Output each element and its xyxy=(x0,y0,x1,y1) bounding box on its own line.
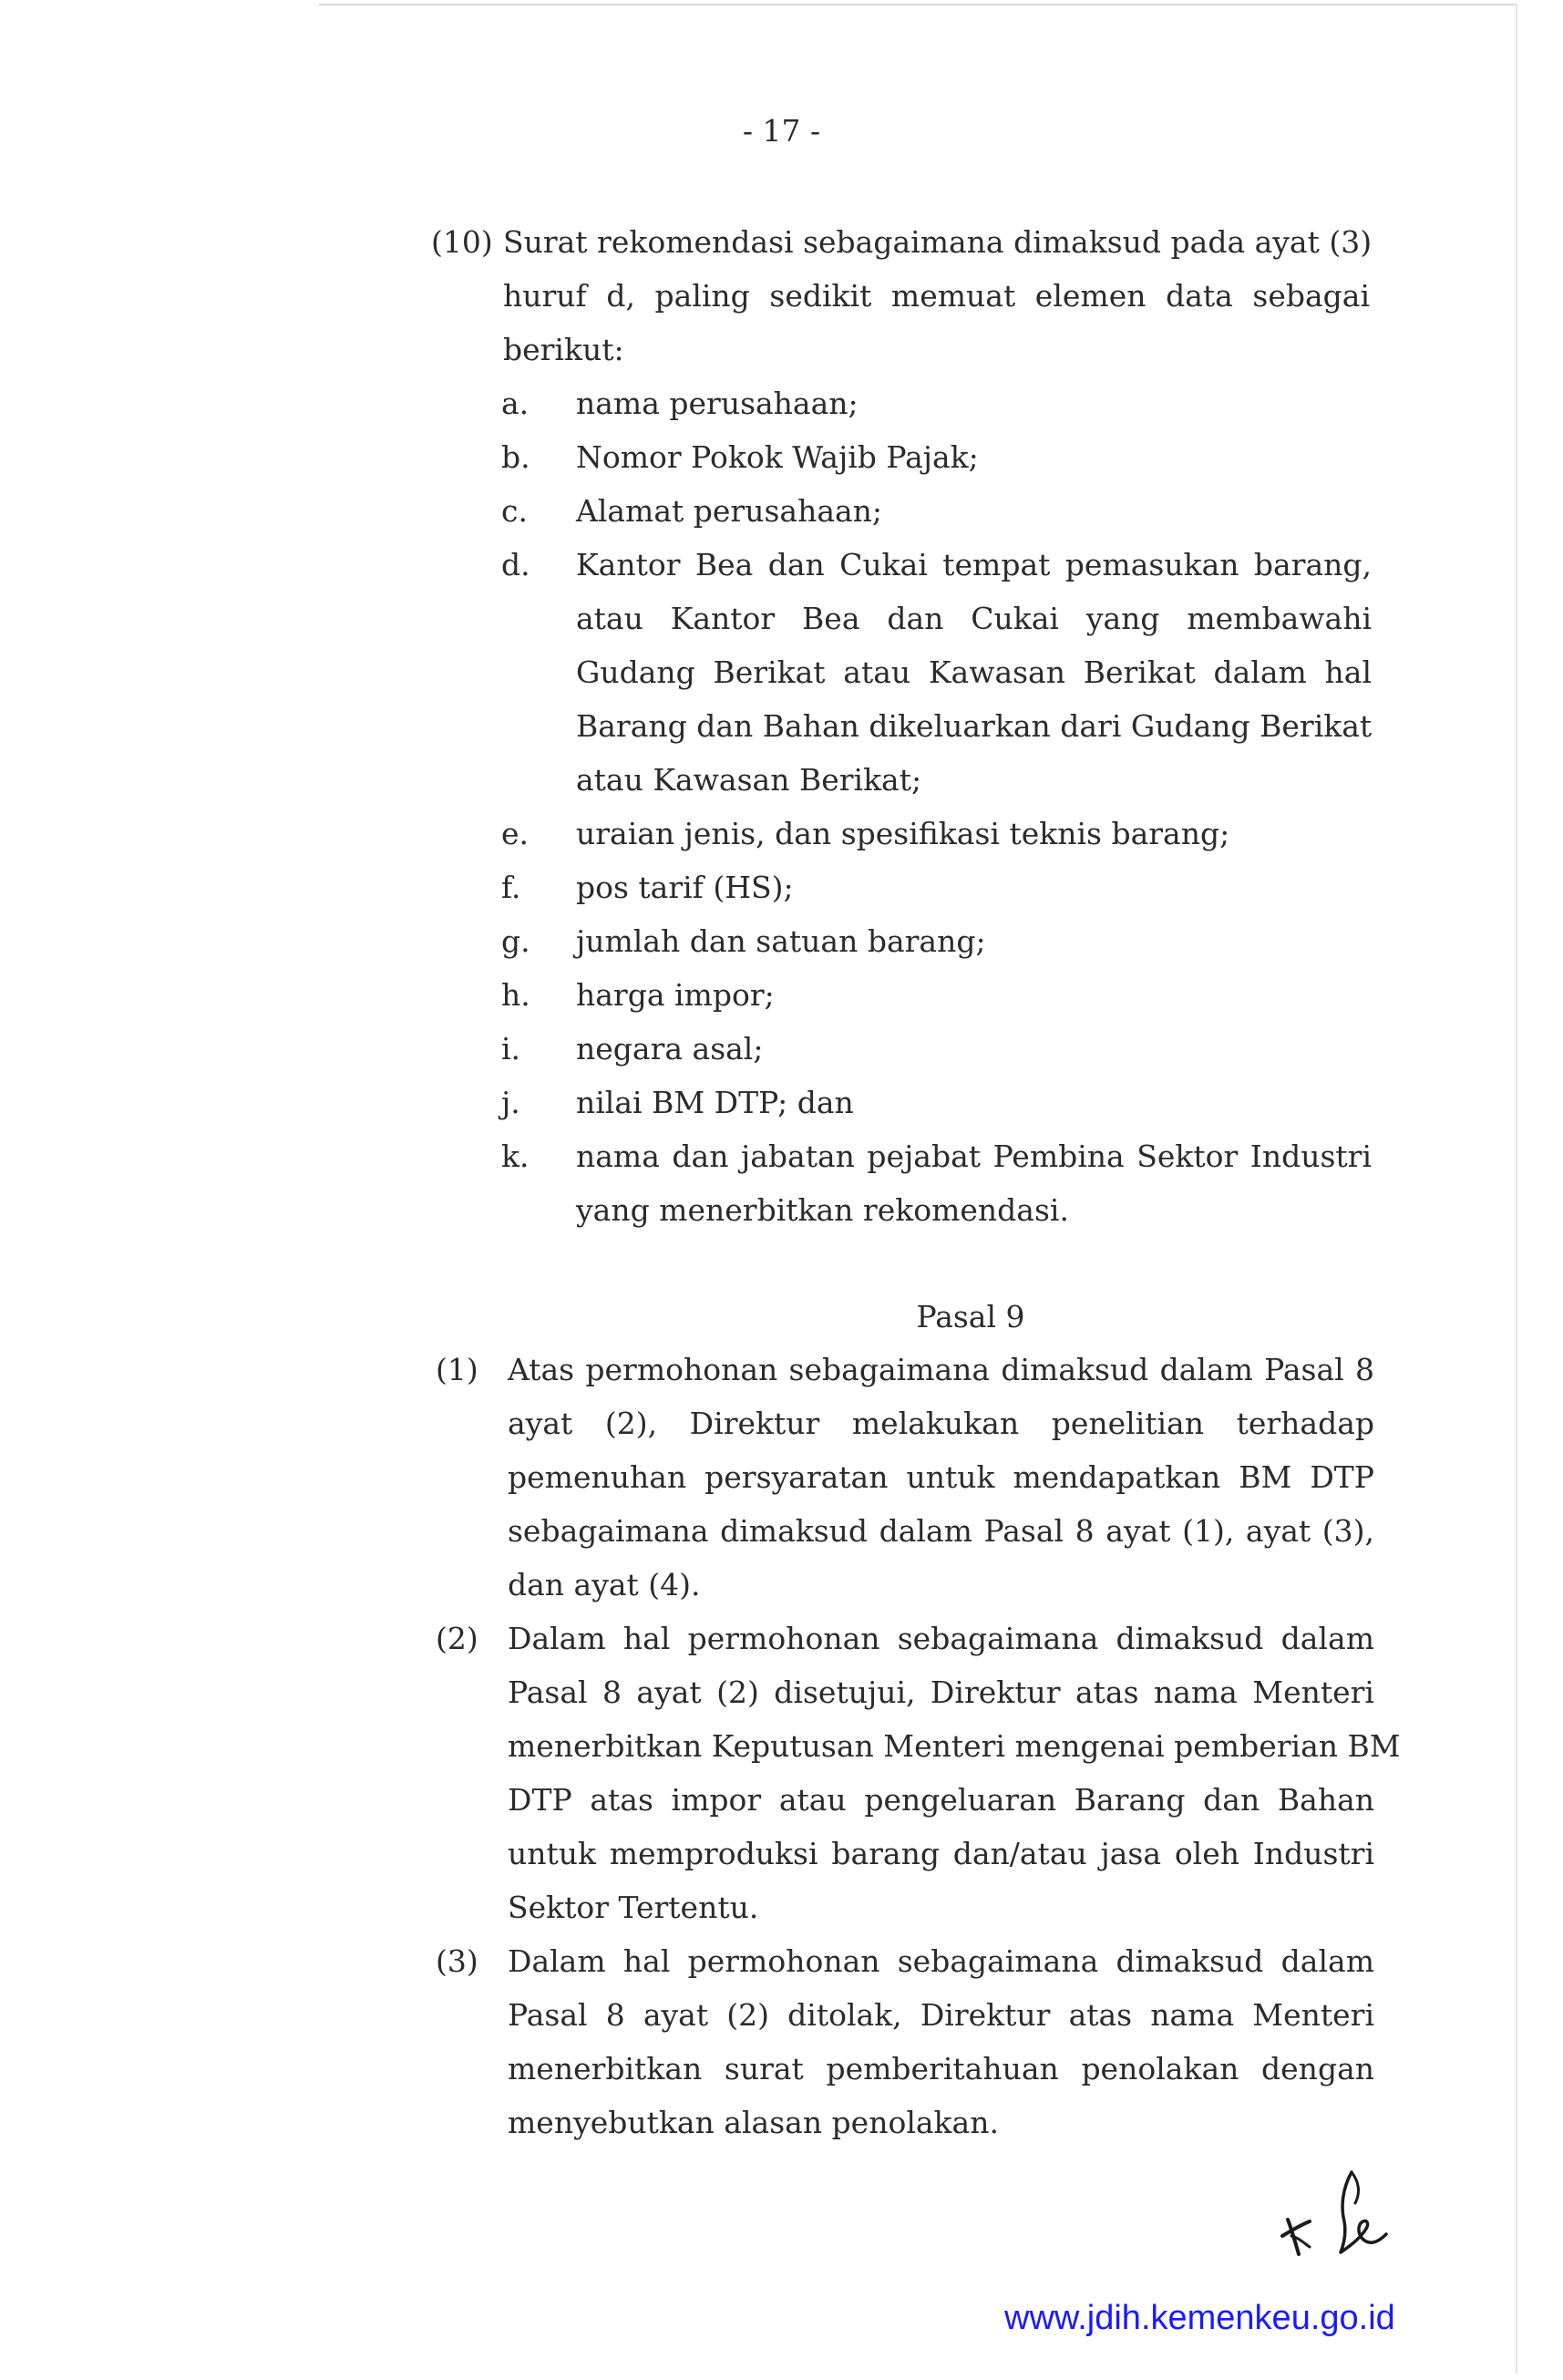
list-item-text: harga impor; xyxy=(576,977,775,1013)
paragraph-line: Dalam hal permohonan sebagaimana dimaksud dalam xyxy=(508,1621,1374,1656)
list-item xyxy=(501,914,1372,968)
list-item xyxy=(501,484,1372,538)
initials-signature xyxy=(1271,2165,1408,2269)
list-item-letter: g. xyxy=(501,923,530,959)
intro-line: berikut: xyxy=(503,332,624,367)
list-item-letter: j. xyxy=(501,1085,520,1120)
intro-line: huruf d, paling sedikit memuat elemen data sebagai xyxy=(503,278,1370,314)
paragraph-line: dan ayat (4). xyxy=(508,1567,701,1602)
list-item-letter: b. xyxy=(501,439,530,475)
paragraph xyxy=(508,1612,1401,1934)
list-item-text: Kantor Bea dan Cukai tempat pemasukan barang, xyxy=(576,547,1372,582)
list-item xyxy=(501,376,1372,430)
paragraph-line: Atas permohonan sebagaimana dimaksud dalam Pasal 8 xyxy=(508,1352,1374,1387)
list-item-text: pos tarif (HS); xyxy=(576,870,794,905)
list-item-text: Nomor Pokok Wajib Pajak; xyxy=(576,439,979,475)
list-item-text: negara asal; xyxy=(576,1031,764,1066)
list-item xyxy=(501,1076,1372,1129)
paragraph-line: Pasal 8 ayat (2) disetujui, Direktur atas nama Menteri xyxy=(508,1674,1374,1710)
list-item-text: atau Kawasan Berikat; xyxy=(576,762,922,798)
paragraph-line: ayat (2), Direktur melakukan penelitian terhadap xyxy=(508,1406,1374,1441)
paragraph-line: Sektor Tertentu. xyxy=(508,1890,759,1925)
paragraph-number: (1) xyxy=(436,1352,478,1387)
paragraph-number: (2) xyxy=(436,1621,478,1656)
source-watermark: www.jdih.kemenkeu.go.id xyxy=(1004,2299,1395,2337)
list-item-text: Barang dan Bahan dikeluarkan dari Gudang Berikat xyxy=(576,708,1373,744)
pasal-heading: Pasal 9 xyxy=(916,1299,1025,1334)
list-item-letter: h. xyxy=(501,977,530,1013)
list-item xyxy=(501,968,1372,1022)
paragraph-line: menyebutkan alasan penolakan. xyxy=(508,2105,999,2140)
list-item-text: atau Kantor Bea dan Cukai yang membawahi xyxy=(576,601,1372,636)
paragraph-line: pemenuhan persyaratan untuk mendapatkan BM DTP xyxy=(508,1459,1374,1495)
list-item-text: nama perusahaan; xyxy=(576,386,859,421)
list-item-letter: i. xyxy=(501,1031,521,1066)
list-item xyxy=(501,807,1372,860)
list-item-text: Alamat perusahaan; xyxy=(576,493,883,529)
paragraph-line: sebagaimana dimaksud dalam Pasal 8 ayat (1), ayat (3), xyxy=(508,1513,1374,1549)
list-item xyxy=(501,430,1372,484)
list-item-text: nilai BM DTP; dan xyxy=(576,1085,854,1120)
scan-right-edge xyxy=(1516,4,1517,2374)
list-item xyxy=(501,538,1372,807)
paragraph-number: (3) xyxy=(436,1943,478,1979)
paragraph-line: menerbitkan surat pemberitahuan penolakan dengan xyxy=(508,2051,1374,2086)
paragraph-line: menerbitkan Keputusan Menteri mengenai pemberian BM xyxy=(508,1728,1401,1764)
list-item-letter: f. xyxy=(501,870,521,905)
list-item-letter: a. xyxy=(501,386,530,421)
paragraph xyxy=(508,1934,1374,2149)
paragraph-line: DTP atas impor atau pengeluaran Barang dan Bahan xyxy=(508,1782,1374,1818)
paragraph-line: Pasal 8 ayat (2) ditolak, Direktur atas nama Menteri xyxy=(508,1997,1374,2033)
scan-top-edge xyxy=(319,4,1517,5)
list-item-letter: e. xyxy=(501,816,530,851)
list-item-letter: k. xyxy=(501,1138,530,1174)
section-intro xyxy=(503,215,1373,376)
list-item-letter: c. xyxy=(501,493,528,529)
list-item-text: jumlah dan satuan barang; xyxy=(576,923,986,959)
paragraph-line: untuk memproduksi barang dan/atau jasa oleh Industri xyxy=(508,1836,1374,1871)
section-number: (10) xyxy=(431,224,493,260)
list-item-text: nama dan jabatan pejabat Pembina Sektor Industri xyxy=(576,1138,1372,1174)
list-item-text: uraian jenis, dan spesifikasi teknis barang; xyxy=(576,816,1230,851)
list-item xyxy=(501,860,1372,914)
intro-line: Surat rekomendasi sebagaimana dimaksud pada ayat (3) xyxy=(503,224,1373,260)
paragraph xyxy=(508,1343,1374,1612)
list-item-letter: d. xyxy=(501,547,530,582)
paragraph-line: Dalam hal permohonan sebagaimana dimaksud dalam xyxy=(508,1943,1374,1979)
list-item xyxy=(501,1129,1372,1237)
list-item-text: yang menerbitkan rekomendasi. xyxy=(576,1192,1069,1228)
element-list xyxy=(501,376,1372,1237)
page-number: - 17 - xyxy=(742,113,821,149)
list-item-text: Gudang Berikat atau Kawasan Berikat dalam hal xyxy=(576,654,1372,690)
list-item xyxy=(501,1022,1372,1076)
